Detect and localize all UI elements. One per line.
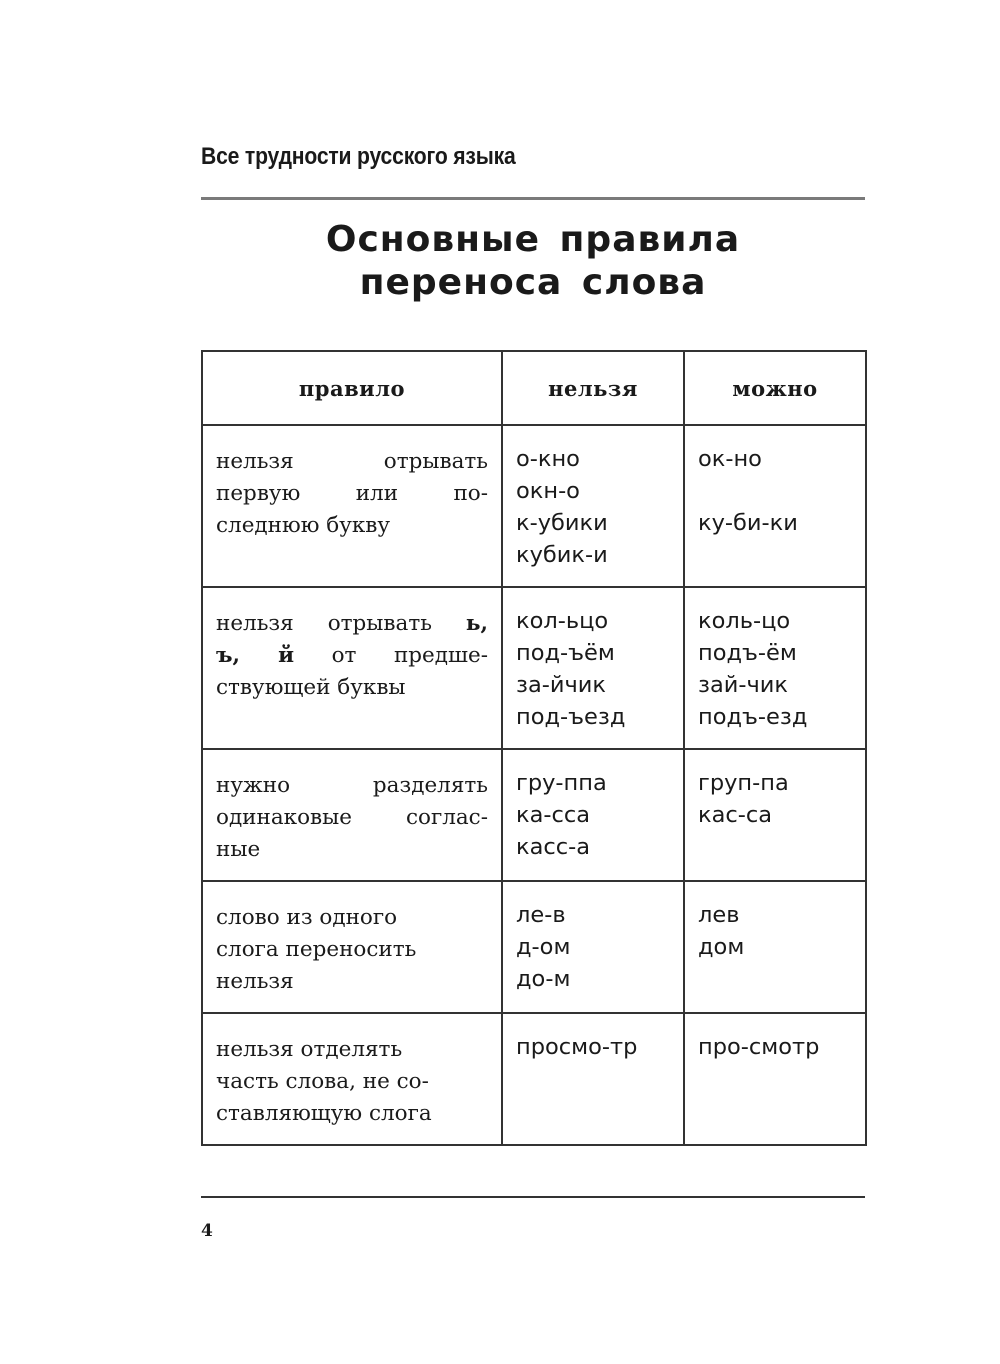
rule-line: нельзя отрывать ь, <box>216 611 488 636</box>
page-title-line-1: Основные правила <box>325 219 741 260</box>
forbidden-example: просмо-тр <box>516 1034 638 1060</box>
allowed-example <box>698 475 852 507</box>
header-divider <box>201 197 865 200</box>
rule-line: ные <box>216 837 261 862</box>
rule-line: одинаковые соглас- <box>216 805 488 830</box>
forbidden-example: ле-в <box>516 902 566 928</box>
table-row <box>202 1013 866 1145</box>
rule-line: первую или по- <box>216 481 488 506</box>
forbidden-example: касс-а <box>516 834 591 860</box>
column-header-rule: правило <box>202 351 502 425</box>
allowed-example: зай-чик <box>698 672 788 698</box>
forbidden-example: о-кно <box>516 446 580 472</box>
table-row <box>202 425 866 587</box>
allowed-example: подъ-езд <box>698 704 808 730</box>
allowed-example: ок-но <box>698 446 762 472</box>
rule-line: нельзя <box>216 969 294 994</box>
rule-cell <box>202 1013 502 1145</box>
forbidden-example: гру-ппа <box>516 770 607 796</box>
forbidden-example: кол-ьцо <box>516 608 609 634</box>
footer-divider <box>201 1196 865 1198</box>
forbidden-example: к-убики <box>516 510 608 536</box>
forbidden-example: д-ом <box>516 934 571 960</box>
page-number: 4 <box>201 1221 213 1241</box>
forbidden-cell <box>502 1013 684 1145</box>
rule-line: ставляющую слога <box>216 1101 432 1126</box>
forbidden-example: под-ъём <box>516 640 615 666</box>
allowed-cell <box>684 425 866 587</box>
table-header-row <box>202 351 866 425</box>
forbidden-cell <box>502 425 684 587</box>
rule-line: слово из одного <box>216 905 398 930</box>
rule-line: слога переносить <box>216 937 417 962</box>
rule-line: нужно разделять <box>216 773 488 798</box>
column-header-forbidden: нельзя <box>502 351 684 425</box>
forbidden-example: кубик-и <box>516 542 608 568</box>
allowed-example: кас-са <box>698 802 773 828</box>
rule-cell <box>202 587 502 749</box>
allowed-cell <box>684 749 866 881</box>
rule-line: часть слова, не со- <box>216 1069 429 1094</box>
forbidden-cell <box>502 587 684 749</box>
rule-line: ъ, й от предше- <box>216 643 488 668</box>
running-head: Все трудности русского языка <box>201 143 516 170</box>
column-header-allowed: можно <box>684 351 866 425</box>
rule-line: нельзя отделять <box>216 1037 403 1062</box>
rule-cell <box>202 425 502 587</box>
allowed-cell <box>684 587 866 749</box>
allowed-example: коль-цо <box>698 608 791 634</box>
forbidden-cell <box>502 749 684 881</box>
allowed-example: про-смотр <box>698 1034 820 1060</box>
table-row <box>202 749 866 881</box>
allowed-example: дом <box>698 934 745 960</box>
allowed-example: подъ-ём <box>698 640 797 666</box>
forbidden-example: окн-о <box>516 478 580 504</box>
page-title-line-2: переноса слова <box>359 262 707 303</box>
forbidden-example: под-ъезд <box>516 704 626 730</box>
rule-cell <box>202 749 502 881</box>
rule-line: нельзя отрывать <box>216 449 488 474</box>
forbidden-cell <box>502 881 684 1013</box>
rule-line: ствующей буквы <box>216 675 406 700</box>
forbidden-example: за-йчик <box>516 672 606 698</box>
page-title <box>201 218 865 304</box>
forbidden-example: до-м <box>516 966 571 992</box>
table-row <box>202 587 866 749</box>
allowed-example: ку-би-ки <box>698 510 798 536</box>
allowed-example: груп-па <box>698 770 789 796</box>
allowed-cell <box>684 1013 866 1145</box>
forbidden-example: ка-сса <box>516 802 591 828</box>
rule-line: следнюю букву <box>216 513 391 538</box>
rule-cell <box>202 881 502 1013</box>
allowed-example: лев <box>698 902 740 928</box>
hyphenation-rules-table <box>201 350 867 1146</box>
allowed-cell <box>684 881 866 1013</box>
table-row <box>202 881 866 1013</box>
